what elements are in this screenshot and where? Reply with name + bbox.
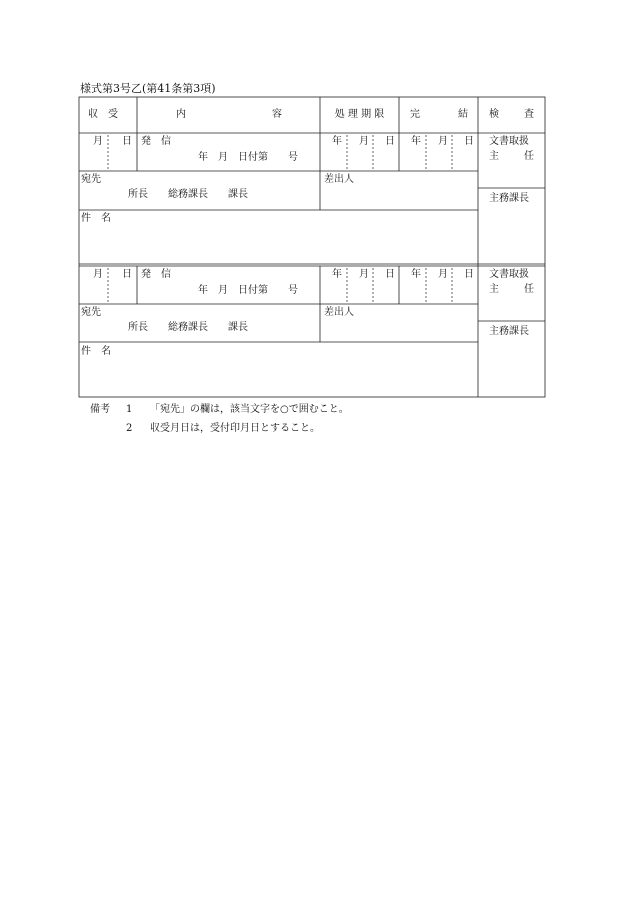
inspector-chief-right: 任	[524, 151, 534, 162]
header-content-left: 内	[176, 109, 186, 120]
form-title: 様式第3号乙(第41条第3項)	[80, 82, 216, 95]
send-date-field: 年 月 日付第 号	[198, 285, 298, 296]
note-number: 2	[126, 423, 133, 434]
header-content	[176, 109, 282, 121]
note-number: 1	[126, 404, 133, 415]
header-inspect	[489, 109, 534, 121]
inspector-document-handler: 文書取扱	[489, 136, 529, 147]
complete-day: 日	[464, 136, 474, 147]
addressee-options: 所長 総務課長 課長	[128, 322, 248, 333]
note-text: 「宛先」の欄は，該当文字を○で囲むこと。	[150, 404, 349, 415]
inspector-document-handler: 文書取扱	[489, 269, 529, 280]
addressee-options: 所長 総務課長 課長	[128, 189, 248, 200]
inspector-chief-right: 任	[524, 284, 534, 295]
header-deadline: 処 理 期 限	[334, 109, 385, 120]
deadline-year: 年	[332, 136, 342, 147]
inspector-chief-left: 主	[489, 284, 499, 295]
complete-year: 年	[411, 136, 421, 147]
deadline-month: 月	[359, 136, 369, 147]
send-date-field: 年 月 日付第 号	[198, 152, 298, 163]
header-receive-label: 収 受	[88, 109, 118, 120]
header-inspect-left: 検	[489, 109, 499, 120]
header-inspect-right: 査	[524, 109, 534, 120]
receive-day: 日	[122, 136, 132, 147]
complete-year: 年	[411, 269, 421, 280]
complete-day: 日	[464, 269, 474, 280]
deadline-year: 年	[332, 269, 342, 280]
receive-month: 月	[93, 269, 103, 280]
inspector-chief	[489, 284, 534, 296]
subject-label: 件 名	[81, 346, 111, 357]
complete-month: 月	[438, 136, 448, 147]
header-complete-left: 完	[410, 109, 420, 120]
inspector-section-chief: 主務課長	[489, 326, 529, 337]
inspector-chief	[489, 151, 534, 163]
subject-label: 件 名	[81, 213, 111, 224]
header-complete-right: 結	[458, 109, 468, 120]
inspector-section-chief: 主務課長	[489, 193, 529, 204]
note-item	[90, 400, 349, 419]
header-complete	[410, 109, 468, 121]
sender-label: 差出人	[324, 307, 354, 318]
deadline-month: 月	[359, 269, 369, 280]
send-label: 発 信	[141, 269, 171, 280]
note-text: 収受月日は，受付印月日とすること。	[150, 423, 320, 434]
header-content-right: 容	[272, 109, 282, 120]
send-label: 発 信	[141, 136, 171, 147]
header-receive	[88, 109, 128, 121]
deadline-day: 日	[385, 269, 395, 280]
deadline-day: 日	[385, 136, 395, 147]
addressee-label: 宛先	[81, 307, 101, 318]
notes-section	[90, 400, 349, 438]
sender-label: 差出人	[324, 174, 354, 185]
note-item	[90, 419, 349, 438]
addressee-label: 宛先	[81, 174, 101, 185]
receive-day: 日	[122, 269, 132, 280]
inspector-chief-left: 主	[489, 151, 499, 162]
complete-month: 月	[438, 269, 448, 280]
receive-month: 月	[93, 136, 103, 147]
notes-label: 備考	[90, 404, 110, 415]
